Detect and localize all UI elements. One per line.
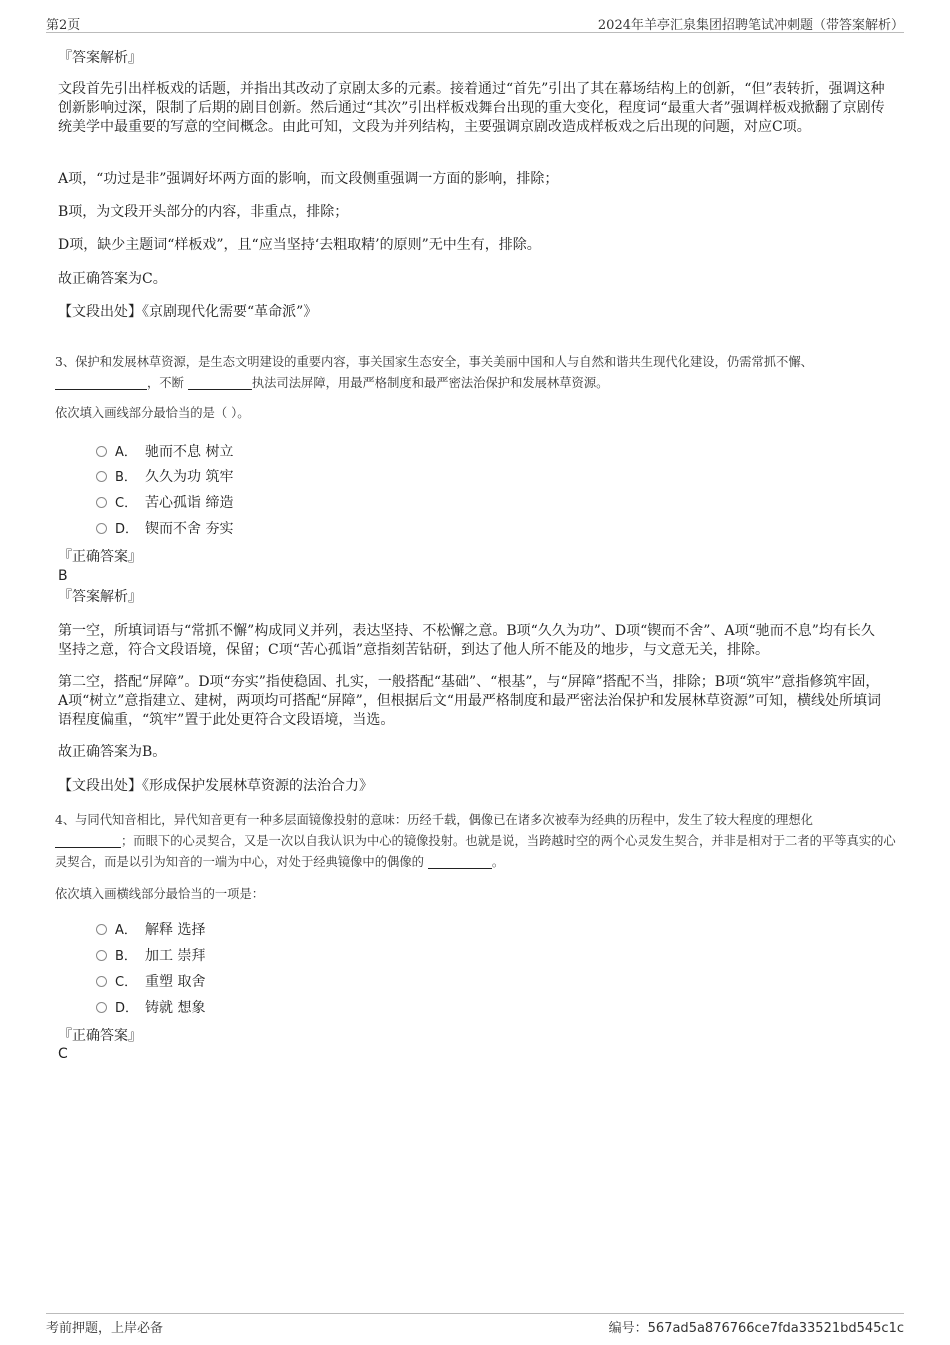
q3-stem-part3: 执法司法屏障，用最严格制度和最严密法治保护和发展林草资源。: [251, 376, 609, 390]
q3-stem: [55, 352, 900, 394]
q3-analysis-p1: 第一空，所填词语与“常抓不懈”构成同义并列，表达坚持、不松懈之意。B项“久久为功”、D项“锲而不舍”、A项“驰而不息”均有长久坚持之意，符合文段语境，保留；C项“苦心孤诣”意指刻苦钻研，到达了他人所不能及的地步，与文意无关，排除。: [58, 623, 875, 658]
q4-option-a[interactable]: A． 解释 选择: [96, 920, 205, 940]
q3-option-a[interactable]: A． 驰而不息 树立: [96, 442, 233, 462]
q4-prompt: 依次填入画横线部分最恰当的一项是：: [55, 887, 265, 901]
q2-answer-line: 故正确答案为C。: [58, 271, 167, 287]
q2-analysis-p3: B项，为文段开头部分的内容，非重点，排除；: [58, 204, 349, 220]
page-number: 第2页: [46, 18, 81, 33]
q2-analysis-p4: D项，缺少主题词“样板戏”，且“应当坚持‘去粗取精’的原则”无中生有，排除。: [58, 237, 541, 253]
document-title: 2024年羊亭汇泉集团招聘笔试冲刺题（带答案解析）: [597, 18, 904, 33]
q4-option-d[interactable]: D． 铸就 想象: [96, 998, 205, 1018]
q3-correct-answer: B: [58, 568, 68, 584]
page-header: [46, 14, 904, 33]
q3-blank-1: [55, 375, 147, 390]
footer-slogan: 考前押题，上岸必备: [46, 1321, 164, 1336]
radio-icon[interactable]: [96, 497, 107, 508]
q3-stem-part2: ，不断: [147, 376, 184, 390]
q2-analysis-p2: A项，“功过是非”强调好坏两方面的影响，而文段侧重强调一方面的影响，排除；: [58, 171, 559, 187]
q2-source: 【文段出处】《京剧现代化需要“革命派”》: [58, 304, 318, 320]
q3-correct-label: 『正确答案』: [58, 549, 142, 565]
radio-icon[interactable]: [96, 976, 107, 987]
q3-answer-line: 故正确答案为B。: [58, 744, 167, 760]
q2-analysis-label: 『答案解析』: [58, 50, 142, 66]
footer-code-value: 567ad5a876766ce7fda33521bd545c1c: [647, 1321, 904, 1336]
q4-stem-part3: 。: [491, 855, 505, 869]
q3-option-c[interactable]: C． 苦心孤诣 缔造: [96, 493, 233, 513]
q3-stem-part1: 3、保护和发展林草资源，是生态文明建设的重要内容，事关国家生态安全，事关美丽中国和人与自然和谐共生现代化建设，仍需常抓不懈、: [55, 355, 813, 369]
q4-blank-2: [428, 854, 492, 869]
q3-analysis-label: 『答案解析』: [58, 589, 142, 605]
footer-code: [609, 1317, 904, 1336]
q3-prompt: 依次填入画线部分最恰当的是（ ）。: [55, 406, 250, 420]
q4-stem-part1: 4、与同代知音相比，异代知音更有一种多层面镜像投射的意味：历经千载，偶像已在诸多次被奉为经典的历程中，发生了较大程度的理想化: [55, 813, 813, 827]
q4-stem-part2: ；而眼下的心灵契合，又是一次以自我认识为中心的镜像投射。也就是说，当跨越时空的两个心灵发生契合，并非是相对于二者的平等真实的心灵契合，而是以引为知音的一端为中心，对处于经典镜像中的偶像的: [55, 834, 896, 869]
radio-icon[interactable]: [96, 523, 107, 534]
q3-option-d[interactable]: D． 锲而不舍 夯实: [96, 519, 233, 539]
footer-code-label: 编号：: [608, 1321, 648, 1336]
q4-blank-1: [55, 833, 121, 848]
q4-correct-answer: C: [58, 1046, 68, 1062]
q4-correct-label: 『正确答案』: [58, 1028, 142, 1044]
radio-icon[interactable]: [96, 471, 107, 482]
q4-stem: [55, 810, 900, 873]
page-footer: [46, 1313, 904, 1336]
q3-analysis-p2: 第二空，搭配“屏障”。D项“夯实”指使稳固、扎实，一般搭配“基础”、“根基”，与“屏障”搭配不当，排除；B项“筑牢”意指修筑牢固，A项“树立”意指建立、建树，两项均可搭配“屏障”，但根据后文“用最严格制度和最严密法治保护和发展林草资源”可知，横线处所填词语程度偏重，“筑牢”置于此处更符合文段语境，当选。: [58, 674, 882, 728]
radio-icon[interactable]: [96, 446, 107, 457]
q3-option-b[interactable]: B． 久久为功 筑牢: [96, 467, 233, 487]
q3-source: 【文段出处】《形成保护发展林草资源的法治合力》: [58, 778, 373, 794]
q4-option-c[interactable]: C． 重塑 取舍: [96, 972, 205, 992]
radio-icon[interactable]: [96, 950, 107, 961]
q4-option-b[interactable]: B． 加工 崇拜: [96, 946, 205, 966]
radio-icon[interactable]: [96, 1002, 107, 1013]
q2-analysis-p1: 文段首先引出样板戏的话题，并指出其改动了京剧太多的元素。接着通过“首先”引出了其在幕场结构上的创新，“但”表转折，强调这种创新影响过深，限制了后期的剧目创新。然后通过“其次”引出样板戏舞台出现的重大变化，程度词“最重大者”强调样板戏掀翻了京剧传统美学中最重要的写意的空间概念。由此可知，文段为并列结构，主要强调京剧改造成样板戏之后出现的问题，对应C项。: [58, 81, 885, 135]
radio-icon[interactable]: [96, 924, 107, 935]
q3-blank-2: [188, 375, 252, 390]
